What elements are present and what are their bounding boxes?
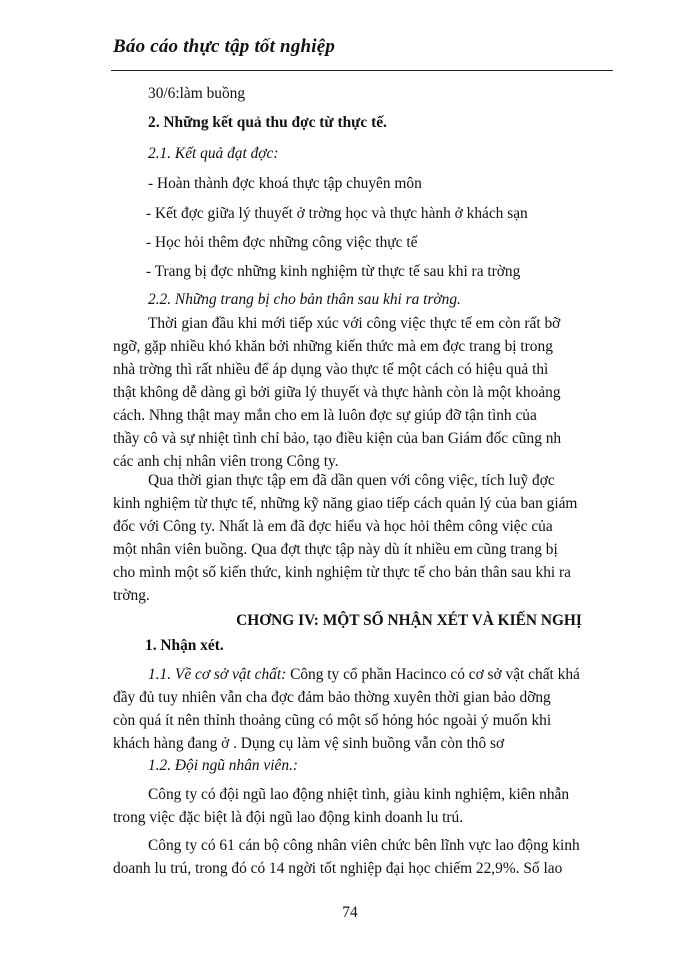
section-1-2-heading: 1.2. Đội ngũ nhân viên.: (148, 757, 299, 774)
paragraph-staff (148, 783, 618, 806)
paragraph-line: một nhân viên buồng. Qua đợt thực tập này dù ít nhiều em cũng trang bị (113, 541, 558, 558)
paragraph-line: kinh nghiệm từ thực tế, những kỹ năng giao tiếp cách quản lý của ban giám (113, 495, 578, 512)
paragraph-line: các anh chị nhân viên trong Công ty. (113, 453, 339, 470)
paragraph-line: Công ty có 61 cán bộ công nhân viên chức bên lĩnh vực lao động kinh (148, 837, 580, 854)
paragraph-staff-cont (113, 806, 618, 829)
schedule-line: 30/6:làm buồng (148, 85, 246, 102)
section-2-heading: 2. Những kết quả thu đợc từ thực tế. (148, 114, 387, 131)
paragraph-facilities (148, 663, 618, 686)
paragraph-line (148, 663, 618, 686)
facilities-first-line: Công ty cổ phần Hacinco có cơ sở vật chất khá (286, 666, 580, 683)
paragraph-facilities-cont (113, 686, 618, 755)
page-header-title: Báo cáo thực tập tốt nghiệp (113, 36, 336, 57)
page-number: 74 (342, 904, 358, 921)
paragraph-line: nhà trờng thì rất nhiều để áp dụng vào thực tế một cách có hiệu quả thì (113, 361, 549, 378)
paragraph-line: còn quá ít nên thỉnh thoảng cũng có một số hỏng hóc ngoài ý muốn khi (113, 712, 552, 729)
paragraph-line: đốc với Công ty. Nhất là em đã đợc hiểu và học hỏi thêm công việc của (113, 518, 553, 535)
paragraph-line: trong việc đặc biệt là đội ngũ lao động kinh doanh lu trú. (113, 809, 464, 826)
section-1-1-label: 1.1. Về cơ sở vật chất: (148, 666, 287, 683)
paragraph-experience (148, 312, 618, 335)
paragraph-experience-cont (113, 335, 618, 473)
paragraph-staff-count-cont (113, 857, 618, 880)
paragraph-line: cho mình một số kiến thức, kinh nghiệm từ thực tế cho bản thân sau khi ra (113, 564, 572, 581)
paragraph-gains-cont (113, 492, 618, 607)
paragraph-line: ngỡ, gặp nhiều khó khăn bởi những kiến thức mà em đợc trang bị trong (113, 338, 553, 355)
paragraph-line: đầy đủ tuy nhiên vẫn cha đợc đảm bảo thờng xuyên thời gian bảo dỡng (113, 689, 551, 706)
header-divider (111, 70, 613, 71)
paragraph-staff-count (148, 834, 618, 857)
paragraph-line: thật không dễ dàng gì bởi giữa lý thuyết và thực hành còn là một khoảng (113, 384, 561, 401)
section-2-2-heading: 2.2. Những trang bị cho bản thân sau khi ra trờng. (148, 291, 461, 308)
paragraph-line: doanh lu trú, trong đó có 14 ngời tốt nghiệp đại học chiếm 22,9%. Số lao (113, 860, 563, 877)
result-item: - Trang bị đợc những kinh nghiệm từ thực tế sau khi ra trờng (146, 263, 521, 280)
paragraph-gains (148, 469, 618, 492)
section-1-heading: 1. Nhận xét. (145, 637, 224, 654)
paragraph-line: Qua thời gian thực tập em đã dần quen với công việc, tích luỹ đợc (148, 472, 555, 489)
paragraph-line: cách. Nhng thật may mắn cho em là luôn đợc sự giúp đỡ tận tình của (113, 407, 537, 424)
section-2-1-heading: 2.1. Kết quả đạt đợc: (148, 145, 279, 162)
paragraph-line: Công ty có đội ngũ lao động nhiệt tình, giàu kinh nghiệm, kiên nhẫn (148, 786, 570, 803)
paragraph-line: khách hàng đang ở . Dụng cụ làm vệ sinh buồng vẫn còn thô sơ (113, 735, 505, 752)
paragraph-line: Thời gian đầu khi mới tiếp xúc với công việc thực tế em còn rất bỡ (148, 315, 561, 332)
paragraph-line: thầy cô và sự nhiệt tình chỉ bảo, tạo điều kiện của ban Giám đốc cũng nh (113, 430, 562, 447)
result-item: - Kết đợc giữa lý thuyết ở trờng học và thực hành ở khách sạn (146, 205, 528, 222)
chapter-heading: CHƠNG IV: MỘT SỐ NHẬN XÉT VÀ KIẾN NGHỊ (236, 612, 582, 629)
result-item: - Học hỏi thêm đợc những công việc thực tế (146, 234, 418, 251)
result-item: - Hoàn thành đợc khoá thực tập chuyên môn (148, 175, 422, 192)
paragraph-line: trờng. (113, 587, 150, 604)
